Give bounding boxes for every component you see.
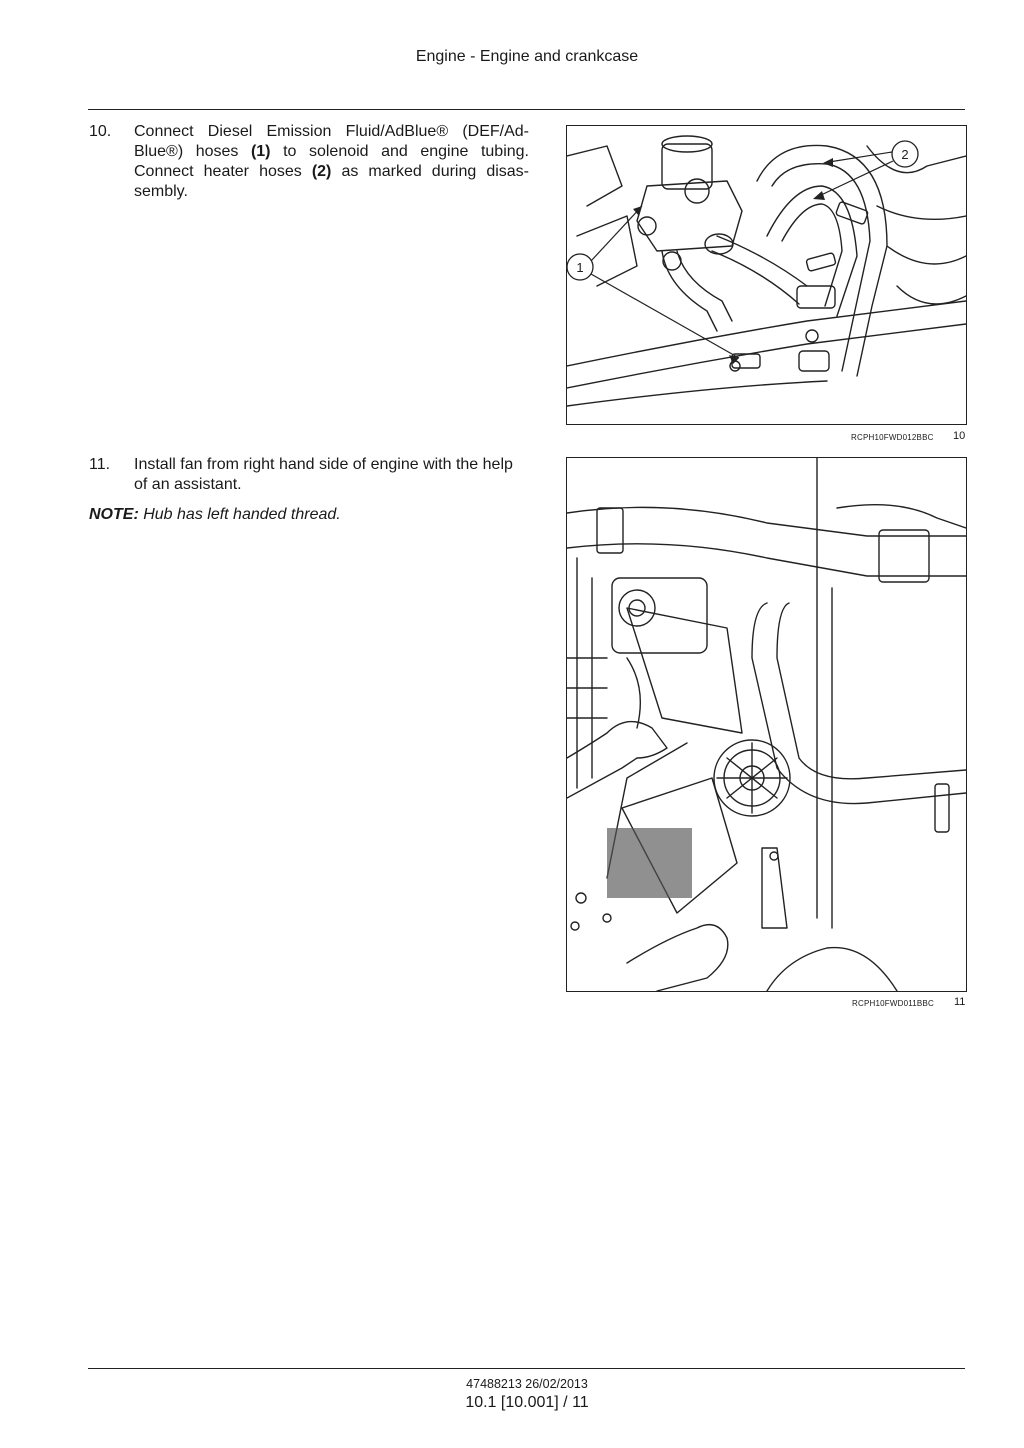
- step-text: Install fan from right hand side of engine with the help of an assistant.: [134, 456, 513, 493]
- fan-installation-drawing: [567, 458, 966, 991]
- callout-2: [813, 141, 918, 200]
- page-header-title: Engine - Engine and crankcase: [415, 48, 639, 65]
- svg-text:1: 1: [576, 260, 584, 275]
- step-text: Connect Diesel Emission Fluid/AdBlue® (DEF/Ad-Blue®) hoses (1) to solenoid and engine tubing. Connect heater hoses (2) as marked during disas-sembly.: [134, 123, 530, 200]
- figure-code: RCPH10FWD011BBC: [852, 999, 934, 1008]
- note: [89, 506, 341, 524]
- instruction-step-11: [89, 455, 529, 505]
- figure-code: RCPH10FWD012BBC: [851, 433, 934, 442]
- svg-text:2: 2: [901, 147, 909, 162]
- step-number: 11.: [89, 456, 111, 473]
- note-label: NOTE:: [89, 506, 139, 523]
- figure-11-illustration: [566, 457, 967, 992]
- note-text: Hub has left handed thread.: [138, 506, 341, 523]
- footer-document-id: 47488213 26/02/2013: [466, 1377, 588, 1391]
- footer-page-number: 10.1 [10.001] / 11: [465, 1394, 589, 1411]
- header-divider: [88, 109, 965, 110]
- figure-number: 11: [954, 996, 966, 1008]
- figure-10-illustration: [566, 125, 967, 425]
- instruction-step-10: [89, 122, 529, 212]
- footer-divider: [88, 1368, 965, 1369]
- figure-number: 10: [953, 430, 966, 442]
- step-number: 10.: [89, 123, 112, 140]
- hose-connection-drawing: [567, 126, 966, 424]
